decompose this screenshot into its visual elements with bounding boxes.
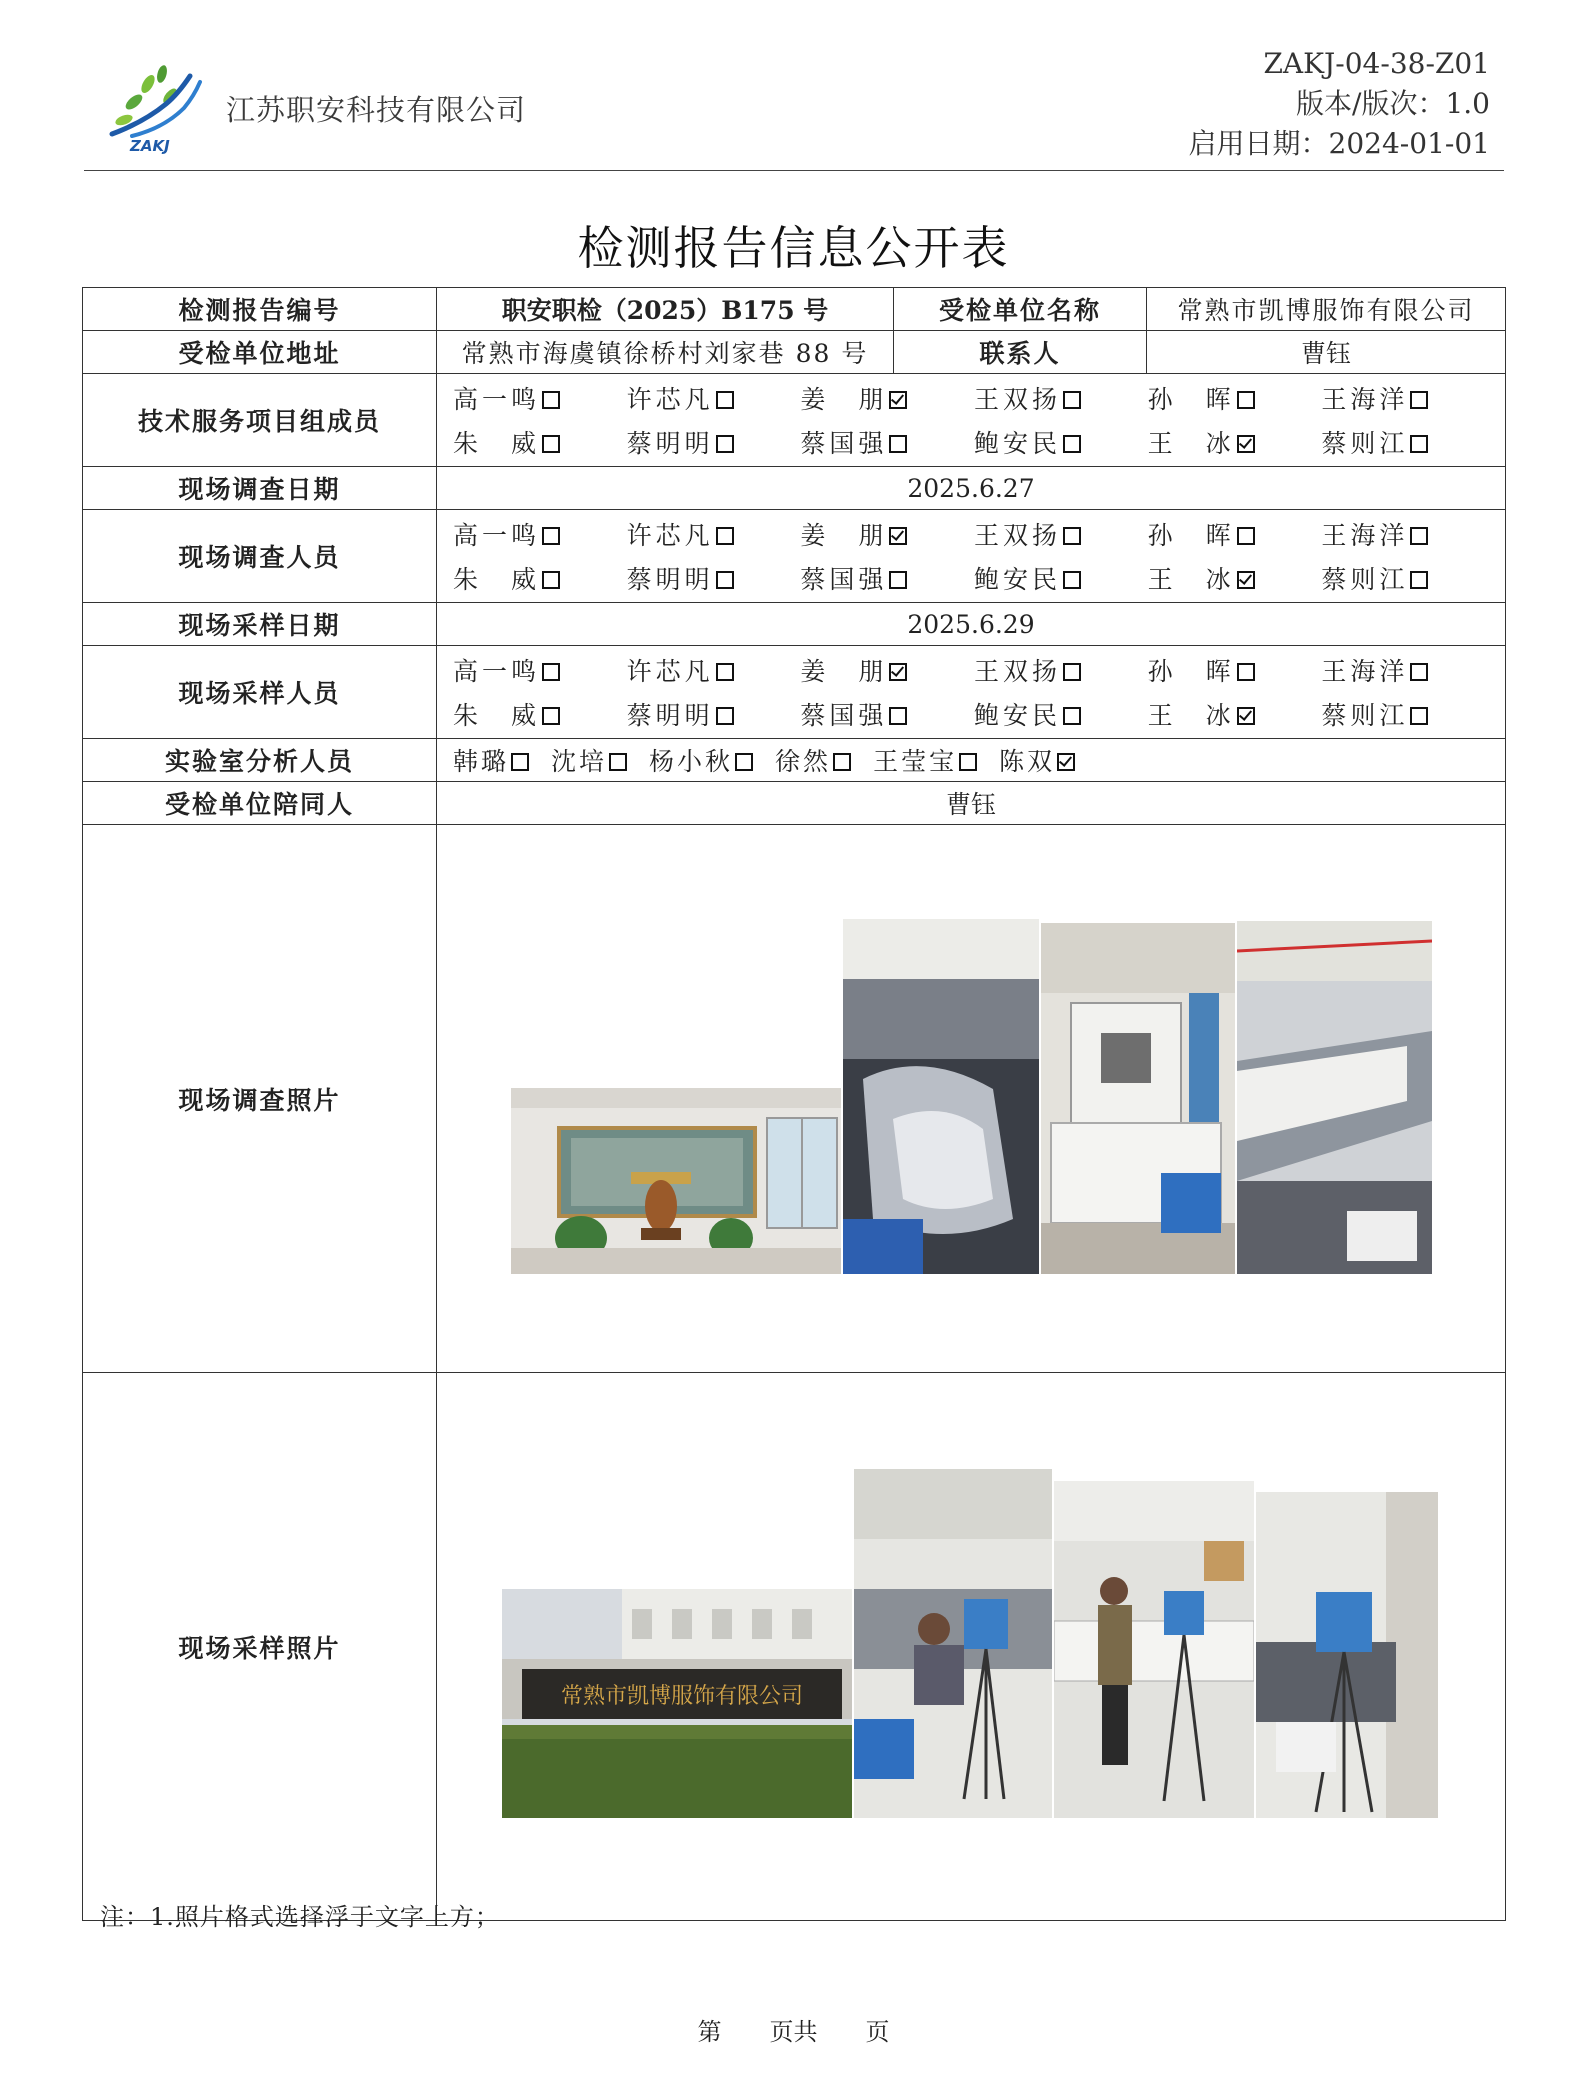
person-entry — [649, 747, 753, 776]
person-entry — [627, 652, 801, 688]
person-entry — [1148, 424, 1322, 460]
person-entry — [1321, 380, 1495, 416]
doc-effective-date: 启用日期：2024-01-01 — [1188, 127, 1490, 160]
company-logo — [104, 62, 212, 154]
checked-checkbox[interactable] — [1057, 753, 1075, 771]
person-entry — [974, 516, 1148, 552]
unchecked-checkbox[interactable] — [716, 663, 734, 681]
unchecked-checkbox[interactable] — [735, 753, 753, 771]
table-row — [83, 331, 1506, 374]
person-name: 姜 朋 — [800, 385, 888, 414]
person-name: 沈培 — [551, 747, 608, 776]
checked-checkbox[interactable] — [1237, 707, 1255, 725]
doc-version: 版本/版次：1.0 — [1296, 87, 1490, 120]
person-entry — [627, 424, 801, 460]
person-name: 王 冰 — [1147, 565, 1235, 594]
person-name: 王莹宝 — [873, 747, 958, 776]
address-value: 常熟市海虞镇徐桥村刘家巷 88 号 — [437, 331, 894, 374]
unit-name-value: 常熟市凯博服饰有限公司 — [1147, 288, 1506, 331]
survey-photo-workshop — [843, 919, 1039, 1274]
sampling-photo-equipment — [1256, 1492, 1438, 1818]
person-name: 蔡则江 — [1321, 701, 1409, 730]
contact-value: 曹钰 — [1147, 331, 1506, 374]
person-entry — [800, 424, 974, 460]
sign-text: 常熟市凯博服饰有限公司 — [560, 1684, 804, 1709]
unchecked-checkbox[interactable] — [1063, 663, 1081, 681]
person-name: 蔡明明 — [626, 565, 714, 594]
person-entry — [453, 424, 627, 460]
info-table — [82, 287, 1506, 1921]
person-name: 许芯凡 — [626, 657, 714, 686]
header-divider — [84, 170, 1504, 171]
unchecked-checkbox[interactable] — [1063, 435, 1081, 453]
person-entry — [1148, 380, 1322, 416]
unchecked-checkbox[interactable] — [542, 663, 560, 681]
person-name: 孙 晖 — [1147, 521, 1235, 550]
unchecked-checkbox[interactable] — [542, 527, 560, 545]
person-entry — [999, 747, 1075, 776]
table-row — [83, 782, 1506, 825]
document-meta — [1189, 44, 1490, 164]
person-name: 蔡国强 — [800, 565, 888, 594]
person-name: 蔡国强 — [800, 701, 888, 730]
checked-checkbox[interactable] — [1237, 435, 1255, 453]
survey-photo-machine — [1041, 923, 1235, 1274]
table-row — [83, 646, 1506, 739]
survey-staff-label: 现场调查人员 — [83, 510, 437, 603]
person-name: 王双扬 — [974, 521, 1062, 550]
contact-label: 联系人 — [894, 331, 1147, 374]
person-name: 高一鸣 — [453, 385, 541, 414]
person-entry — [873, 747, 977, 776]
unchecked-checkbox[interactable] — [716, 435, 734, 453]
person-name: 蔡明明 — [626, 701, 714, 730]
person-name: 徐然 — [775, 747, 832, 776]
company-name: 江苏职安科技有限公司 — [226, 93, 527, 127]
person-entry — [800, 560, 974, 596]
sampling-staff-label: 现场采样人员 — [83, 646, 437, 739]
person-entry — [1148, 560, 1322, 596]
person-entry — [551, 747, 627, 776]
unchecked-checkbox[interactable] — [1237, 391, 1255, 409]
person-name: 王海洋 — [1321, 521, 1409, 550]
table-row — [83, 510, 1506, 603]
unchecked-checkbox[interactable] — [1410, 571, 1428, 589]
person-entry — [800, 652, 974, 688]
footnote: 注：1.照片格式选择浮于文字上方； — [100, 1903, 500, 1931]
person-name: 蔡则江 — [1321, 565, 1409, 594]
person-entry — [453, 516, 627, 552]
person-entry — [1148, 652, 1322, 688]
lab-staff-label: 实验室分析人员 — [83, 739, 437, 782]
unchecked-checkbox[interactable] — [889, 571, 907, 589]
unchecked-checkbox[interactable] — [511, 753, 529, 771]
person-name: 王海洋 — [1321, 657, 1409, 686]
survey-staff-checklist — [437, 510, 1505, 602]
person-entry — [627, 696, 801, 732]
person-entry — [1321, 516, 1495, 552]
person-name: 朱 威 — [453, 565, 541, 594]
checked-checkbox[interactable] — [1237, 571, 1255, 589]
table-row — [83, 739, 1506, 782]
person-entry — [1321, 424, 1495, 460]
person-name: 王双扬 — [974, 385, 1062, 414]
person-entry — [453, 560, 627, 596]
person-entry — [1321, 696, 1495, 732]
person-name: 王 冰 — [1147, 701, 1235, 730]
doc-code: ZAKJ-04-38-Z01 — [1263, 47, 1490, 80]
unchecked-checkbox[interactable] — [1410, 435, 1428, 453]
person-name: 鲍安民 — [974, 701, 1062, 730]
address-label: 受检单位地址 — [83, 331, 437, 374]
checked-checkbox[interactable] — [889, 391, 907, 409]
unchecked-checkbox[interactable] — [542, 571, 560, 589]
unchecked-checkbox[interactable] — [959, 753, 977, 771]
logo-text: ZAKJ — [130, 137, 170, 154]
person-name: 韩璐 — [453, 747, 510, 776]
tech-staff-checklist — [437, 374, 1505, 466]
person-name: 姜 朋 — [800, 521, 888, 550]
unit-name-label: 受检单位名称 — [894, 288, 1147, 331]
person-entry — [627, 560, 801, 596]
person-name: 蔡则江 — [1321, 429, 1409, 458]
page-title: 检测报告信息公开表 — [577, 221, 1010, 275]
unchecked-checkbox[interactable] — [1237, 663, 1255, 681]
person-entry — [974, 696, 1148, 732]
person-entry — [1148, 696, 1322, 732]
person-name: 许芯凡 — [626, 521, 714, 550]
lab-staff-checklist — [437, 742, 1505, 778]
unchecked-checkbox[interactable] — [609, 753, 627, 771]
checked-checkbox[interactable] — [889, 663, 907, 681]
person-entry — [974, 424, 1148, 460]
unchecked-checkbox[interactable] — [833, 753, 851, 771]
escort-value: 曹钰 — [437, 782, 1506, 825]
person-name: 王 冰 — [1147, 429, 1235, 458]
unchecked-checkbox[interactable] — [716, 707, 734, 725]
sampling-photos-cell — [437, 1373, 1506, 1921]
person-entry — [1148, 516, 1322, 552]
person-name: 孙 晖 — [1147, 385, 1235, 414]
escort-label: 受检单位陪同人 — [83, 782, 437, 825]
person-entry — [775, 747, 851, 776]
sampling-photo-operator — [1054, 1481, 1254, 1818]
person-name: 王海洋 — [1321, 385, 1409, 414]
unchecked-checkbox[interactable] — [542, 391, 560, 409]
table-row — [83, 603, 1506, 646]
sampling-photo-company-sign — [502, 1589, 852, 1818]
person-entry — [974, 652, 1148, 688]
person-name: 杨小秋 — [649, 747, 734, 776]
person-name: 朱 威 — [453, 429, 541, 458]
table-row — [83, 288, 1506, 331]
person-entry — [800, 516, 974, 552]
unchecked-checkbox[interactable] — [1063, 527, 1081, 545]
person-entry — [453, 652, 627, 688]
page-footer: 第 页共 页 — [697, 2018, 890, 2046]
survey-photo-production-line — [1237, 921, 1432, 1274]
person-entry — [453, 696, 627, 732]
report-no-label: 检测报告编号 — [83, 288, 437, 331]
survey-photos-cell — [437, 825, 1506, 1373]
unchecked-checkbox[interactable] — [1410, 663, 1428, 681]
person-name: 王双扬 — [974, 657, 1062, 686]
person-name: 鲍安民 — [974, 565, 1062, 594]
table-row — [83, 825, 1506, 1373]
person-name: 陈双 — [999, 747, 1056, 776]
person-name: 姜 朋 — [800, 657, 888, 686]
unchecked-checkbox[interactable] — [1063, 391, 1081, 409]
person-name: 朱 威 — [453, 701, 541, 730]
person-name: 高一鸣 — [453, 521, 541, 550]
unchecked-checkbox[interactable] — [1237, 527, 1255, 545]
sampling-staff-checklist — [437, 646, 1505, 738]
person-entry — [974, 380, 1148, 416]
survey-date-value: 2025.6.27 — [437, 467, 1506, 510]
unchecked-checkbox[interactable] — [1063, 707, 1081, 725]
unchecked-checkbox[interactable] — [889, 707, 907, 725]
report-no-value: 职安职检（2025）B175 号 — [437, 288, 894, 331]
person-name: 孙 晖 — [1147, 657, 1235, 686]
person-entry — [974, 560, 1148, 596]
person-entry — [800, 696, 974, 732]
unchecked-checkbox[interactable] — [716, 391, 734, 409]
unchecked-checkbox[interactable] — [1410, 391, 1428, 409]
sampling-photos-label: 现场采样照片 — [83, 1373, 437, 1921]
unchecked-checkbox[interactable] — [542, 435, 560, 453]
person-name: 许芯凡 — [626, 385, 714, 414]
unchecked-checkbox[interactable] — [716, 571, 734, 589]
person-entry — [453, 747, 529, 776]
person-name: 蔡国强 — [800, 429, 888, 458]
table-row — [83, 374, 1506, 467]
unchecked-checkbox[interactable] — [542, 707, 560, 725]
person-name: 蔡明明 — [626, 429, 714, 458]
person-name: 高一鸣 — [453, 657, 541, 686]
survey-photos-label: 现场调查照片 — [83, 825, 437, 1373]
table-row — [83, 1373, 1506, 1921]
person-entry — [627, 516, 801, 552]
unchecked-checkbox[interactable] — [1410, 707, 1428, 725]
checked-checkbox[interactable] — [889, 527, 907, 545]
person-entry — [627, 380, 801, 416]
person-entry — [453, 380, 627, 416]
person-entry — [800, 380, 974, 416]
person-entry — [1321, 560, 1495, 596]
sampling-photo-workers — [854, 1469, 1052, 1818]
tech-staff-label: 技术服务项目组成员 — [83, 374, 437, 467]
sampling-date-value: 2025.6.29 — [437, 603, 1506, 646]
table-row — [83, 467, 1506, 510]
sampling-date-label: 现场采样日期 — [83, 603, 437, 646]
unchecked-checkbox[interactable] — [1410, 527, 1428, 545]
person-entry — [1321, 652, 1495, 688]
survey-date-label: 现场调查日期 — [83, 467, 437, 510]
unchecked-checkbox[interactable] — [1063, 571, 1081, 589]
person-name: 鲍安民 — [974, 429, 1062, 458]
unchecked-checkbox[interactable] — [889, 435, 907, 453]
survey-photo-lobby — [511, 1088, 841, 1274]
unchecked-checkbox[interactable] — [716, 527, 734, 545]
